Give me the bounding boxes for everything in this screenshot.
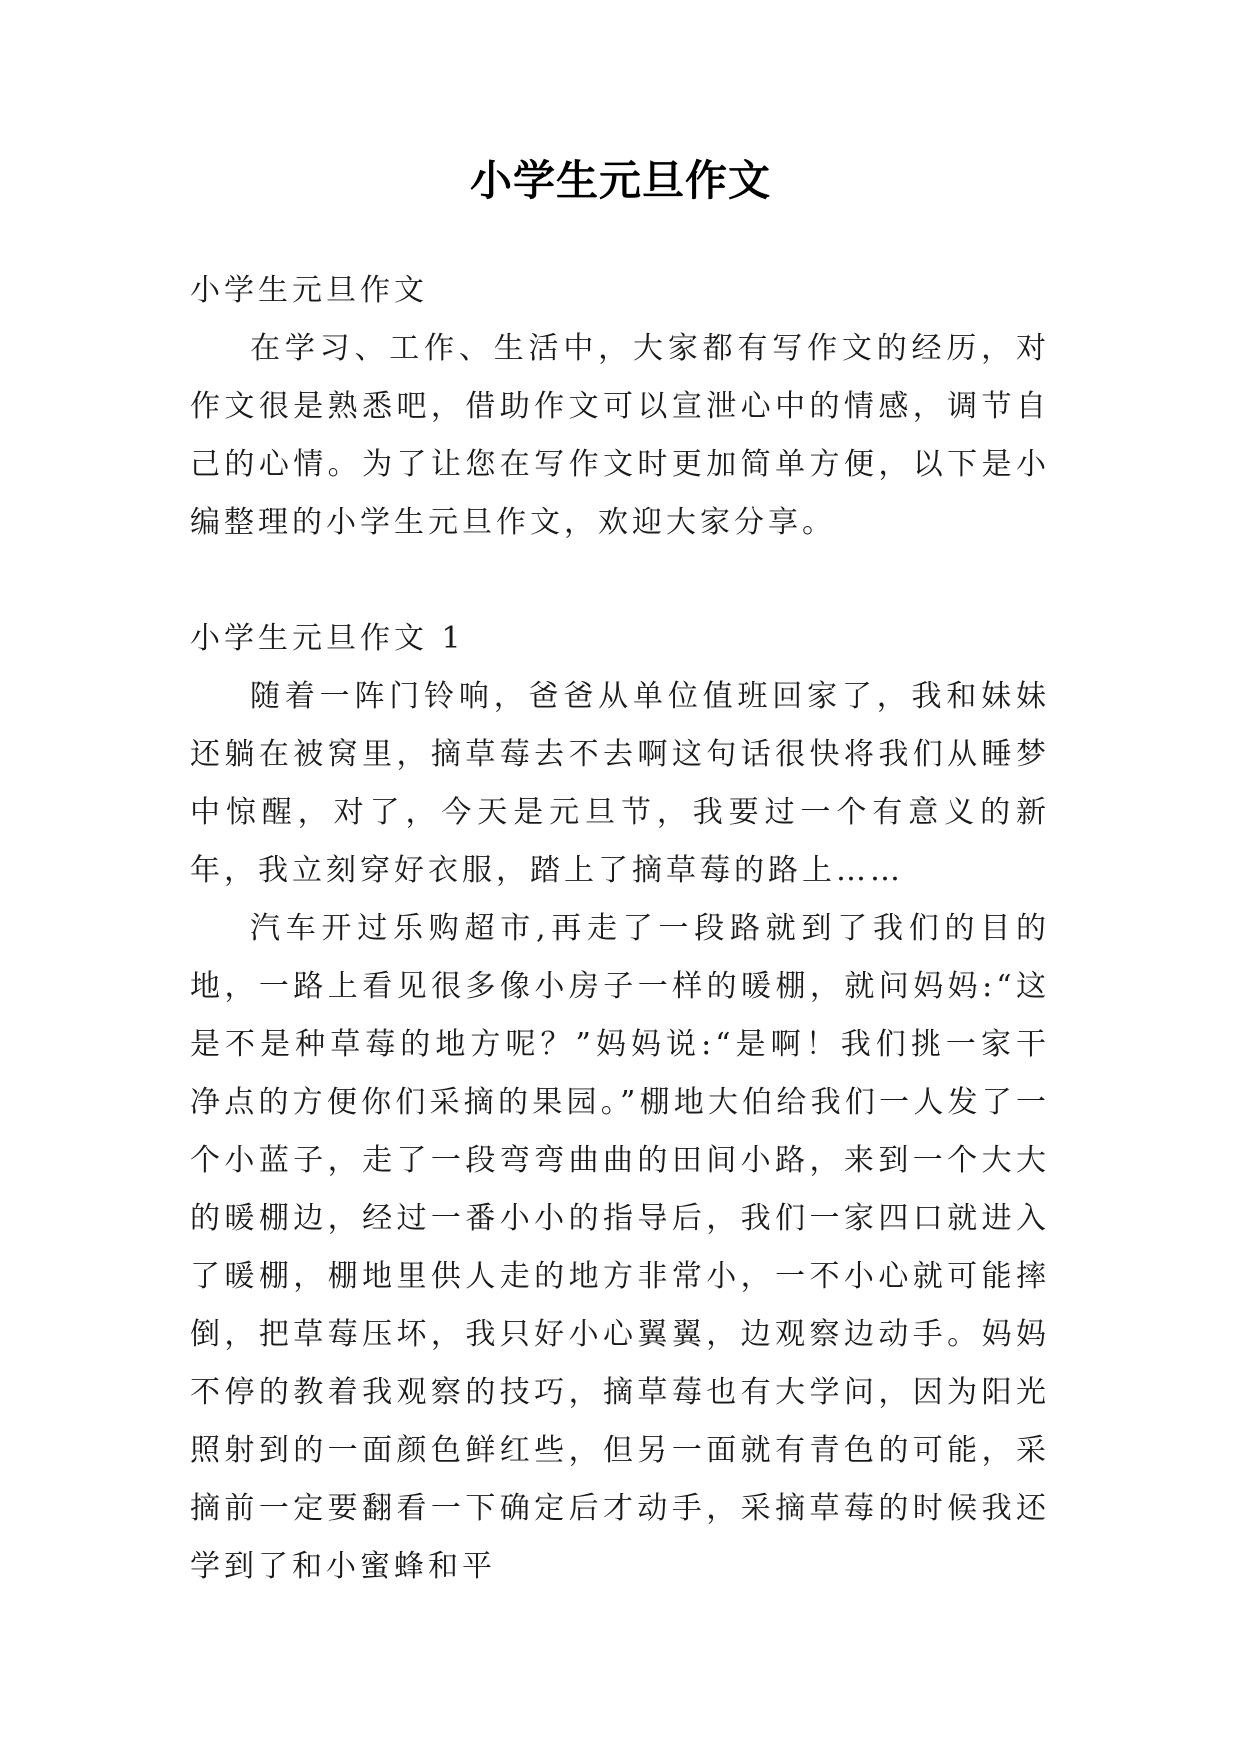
section1-paragraph-1: 随着一阵门铃响，爸爸从单位值班回家了，我和妹妹还躺在被窝里，摘草莓去不去啊这句话很快将我们从睡梦中惊醒，对了，今天是元旦节，我要过一个有意义的新年，我立刻穿好衣服，踏上了摘草莓的路上…… — [190, 679, 1050, 888]
intro-heading: 小学生元旦作文 — [190, 273, 428, 308]
section1-heading: 小学生元旦作文 1 — [190, 621, 465, 656]
document-body — [190, 262, 1050, 1596]
document-title: 小学生元旦作文 — [469, 156, 771, 205]
intro-paragraph: 在学习、工作、生活中，大家都有写作文的经历，对作文很是熟悉吧，借助作文可以宣泄心中的情感，调节自己的心情。为了让您在写作文时更加简单方便，以下是小编整理的小学生元旦作文，欢迎大家分享。 — [190, 331, 1050, 540]
section-spacer — [190, 552, 1050, 610]
section1-paragraph-2: 汽车开过乐购超市,再走了一段路就到了我们的目的地，一路上看见很多像小房子一样的暖棚，就问妈妈:“这是不是种草莓的地方呢？”妈妈说:“是啊！我们挑一家干净点的方便你们采摘的果园。”棚地大伯给我们一人发了一个小蓝子，走了一段弯弯曲曲的田间小路，来到一个大大的暖棚边，经过一番小小的指导后，我们一家四口就进入了暖棚，棚地里供人走的地方非常小，一不小心就可能摔倒，把草莓压坏，我只好小心翼翼，边观察边动手。妈妈不停的教着我观察的技巧，摘草莓也有大学问，因为阳光照射到的一面颜色鲜红些，但另一面就有青色的可能，采摘前一定要翻看一下确定后才动手，采摘草莓的时候我还学到了和小蜜蜂和平 — [190, 911, 1050, 1584]
